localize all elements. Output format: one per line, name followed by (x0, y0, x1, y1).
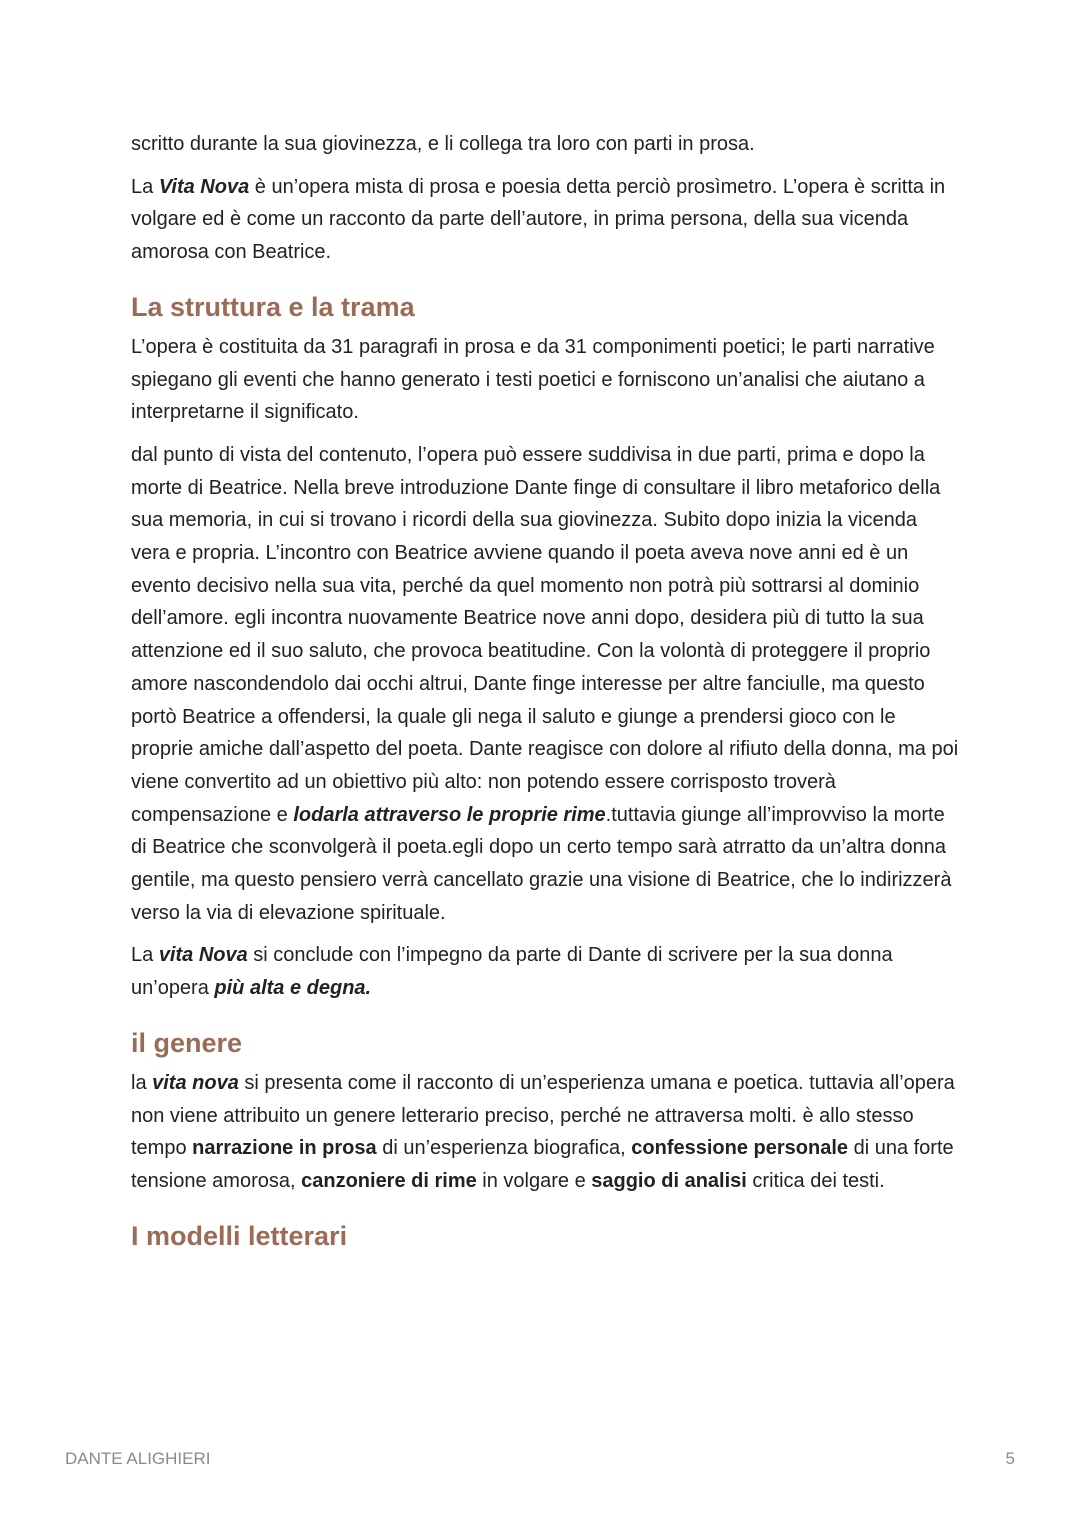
emphasis-text: più alta e degna. (214, 977, 372, 1000)
paragraph: L’opera è costituita da 31 paragrafi in prosa e da 31 componimenti poetici; le parti narrative spiegano gli eventi che hanno generato i testi poetici e forniscono un’analisi che aiutano a interpretarne il significato. (131, 335, 935, 424)
footer-title: DANTE ALIGHIERI (65, 1449, 211, 1468)
emphasis-text: narrazione in prosa (192, 1137, 377, 1160)
emphasis-text: Vita Nova (158, 175, 250, 198)
paragraph: La Vita Nova è un’opera mista di prosa e poesia detta perciò prosìmetro. L’opera è scritta in volgare ed è come un racconto da parte dell’autore, in prima persona, della sua vicenda amorosa con Beatrice. (131, 175, 946, 264)
paragraph: La vita Nova si conclude con l’impegno da parte di Dante di scrivere per la sua donna un’opera più alta e degna. (131, 944, 893, 1000)
page-content (131, 128, 961, 1260)
section-heading: I modelli letterari (131, 1220, 348, 1251)
emphasis-text: confessione personale (631, 1137, 849, 1160)
emphasis-text: canzoniere di rime (301, 1169, 477, 1192)
emphasis-text: saggio di analisi (591, 1169, 747, 1192)
paragraph: la vita nova si presenta come il racconto di un’esperienza umana e poetica. tuttavia all’opera non viene attribuito un genere letterario preciso, perché ne attraversa molti. è allo stesso tempo narrazione in prosa di un’esperienza biografica, confessione personale di una forte tensione amorosa, canzoniere di rime in volgare e saggio di analisi critica dei testi. (131, 1071, 955, 1192)
paragraph: dal punto di vista del contenuto, l’opera può essere suddivisa in due parti, prima e dopo la morte di Beatrice. Nella breve introduzione Dante finge di consultare il libro metaforico della sua memoria, in cui si trovano i ricordi della sua giovinezza. Subito dopo inizia la vicenda vera e propria. L’incontro con Beatrice avviene quando il poeta aveva nove anni ed è un evento decisivo nella sua vita, perché da quel momento non potrà più sottrarsi al dominio dell’amore. egli incontra nuovamente Beatrice nove anni dopo, desidera più di tutto la sua attenzione ed il suo saluto, che provoca beatitudine. Con la volontà di proteggere il proprio amore nascondendolo dai occhi altrui, Dante finge interesse per altre fanciulle, ma questo portò Beatrice a offendersi, la quale gli nega il saluto e giunge a prendersi gioco con le proprie amiche dall’aspetto del poeta. Dante reagisce con dolore al rifiuto della donna, ma poi viene convertito ad un obiettivo più alto: non potendo essere corrisposto troverà compensazione e lodarla attraverso le proprie rime.tuttavia giunge all’improvviso la morte di Beatrice che sconvolgerà il poeta.egli dopo un certo tempo sarà atrratto da un’altra donna gentile, ma questo pensiero verrà cancellato grazie una visione di Beatrice, che lo indirizzerà verso la via di elevazione spirituale. (131, 443, 959, 924)
page-number: 5 (1005, 1449, 1015, 1468)
emphasis-text: vita Nova (158, 944, 248, 967)
section-heading: il genere (131, 1027, 243, 1058)
emphasis-text: vita nova (152, 1071, 239, 1094)
emphasis-text: lodarla attraverso le proprie rime (293, 803, 606, 826)
paragraph: scritto durante la sua giovinezza, e li collega tra loro con parti in prosa. (131, 133, 755, 155)
section-heading: La struttura e la trama (131, 291, 415, 322)
